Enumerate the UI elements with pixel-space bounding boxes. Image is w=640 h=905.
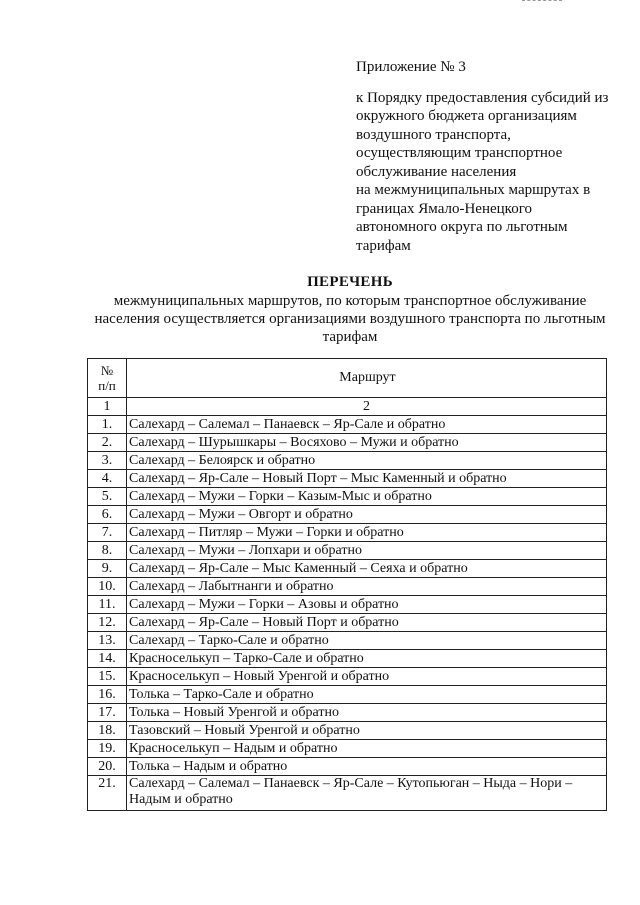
route-number: 10.	[88, 578, 127, 596]
table-row	[88, 452, 607, 470]
document-subtitle-line: тарифам	[322, 329, 378, 345]
route-name	[127, 452, 607, 470]
route-number: 20.	[88, 758, 127, 776]
column-header-number-line2: п/п	[98, 378, 116, 393]
route-text: Толька – Надым и обратно	[129, 759, 288, 774]
column-index-row	[88, 398, 607, 416]
route-number: 9.	[88, 560, 127, 578]
route-number: 16.	[88, 686, 127, 704]
route-text: Красноселькуп – Надым и обратно	[129, 741, 338, 756]
route-name	[127, 524, 607, 542]
route-number: 15.	[88, 668, 127, 686]
table-row	[88, 668, 607, 686]
table-row	[88, 686, 607, 704]
table-row	[88, 704, 607, 722]
table-row	[88, 722, 607, 740]
route-name	[127, 560, 607, 578]
column-header-number	[88, 359, 127, 398]
route-text: Салехард – Мужи – Овгорт и обратно	[129, 507, 353, 522]
appendix-line: границах Ямало-Ненецкого	[356, 200, 532, 217]
route-number: 2.	[88, 434, 127, 452]
column-header-route: Маршрут	[127, 359, 607, 398]
routes-table-body	[88, 398, 607, 811]
table-row	[88, 776, 607, 811]
route-name	[127, 668, 607, 686]
route-text: Красноселькуп – Тарко-Сале и обратно	[129, 651, 364, 666]
appendix-line: осуществляющим транспортное	[356, 145, 563, 161]
column-index-route: 2	[127, 398, 607, 416]
routes-table	[87, 358, 607, 811]
appendix-line: тарифам	[356, 237, 411, 254]
route-number: 11.	[88, 596, 127, 614]
route-name	[127, 434, 607, 452]
appendix-line: автономного округа по льготным	[356, 219, 568, 235]
table-row	[88, 632, 607, 650]
column-header-number-line1: №	[100, 363, 114, 378]
route-name	[127, 470, 607, 488]
route-text: Салехард – Яр-Сале – Мыс Каменный – Сеяха и обратно	[129, 561, 468, 576]
route-text: Салехард – Шурышкары – Восяхово – Мужи и обратно	[129, 435, 459, 450]
route-number: 19.	[88, 740, 127, 758]
route-text: Толька – Новый Уренгой и обратно	[129, 705, 339, 720]
route-number: 13.	[88, 632, 127, 650]
route-name	[127, 416, 607, 434]
route-text: Салехард – Тарко-Сале и обратно	[129, 633, 329, 648]
table-row	[88, 506, 607, 524]
appendix-line: воздушного транспорта,	[356, 126, 511, 143]
route-name	[127, 704, 607, 722]
table-row	[88, 542, 607, 560]
route-name	[127, 632, 607, 650]
table-row	[88, 614, 607, 632]
table-row	[88, 578, 607, 596]
route-text: Салехард – Яр-Сале – Новый Порт и обратно	[129, 615, 399, 630]
document-subtitle-line: межмуниципальных маршрутов, по которым транспортное обслуживание	[113, 293, 587, 309]
route-name	[127, 596, 607, 614]
route-text: Салехард – Питляр – Мужи – Горки и обратно	[129, 525, 404, 540]
table-header-row	[88, 359, 607, 398]
route-number: 4.	[88, 470, 127, 488]
table-row	[88, 596, 607, 614]
table-row	[88, 740, 607, 758]
route-number: 5.	[88, 488, 127, 506]
route-name	[127, 542, 607, 560]
table-row	[88, 434, 607, 452]
route-text: Салехард – Мужи – Горки – Казым-Мыс и обратно	[129, 489, 432, 504]
route-text: Салехард – Лабытнанги и обратно	[129, 579, 334, 594]
route-text: Тазовский – Новый Уренгой и обратно	[129, 723, 360, 738]
route-number: 7.	[88, 524, 127, 542]
table-row	[88, 470, 607, 488]
route-text: Красноселькуп – Новый Уренгой и обратно	[129, 669, 390, 684]
route-name	[127, 614, 607, 632]
route-number: 17.	[88, 704, 127, 722]
route-name	[127, 686, 607, 704]
document-title: ПЕРЕЧЕНЬ	[307, 274, 393, 290]
route-name	[127, 722, 607, 740]
route-text: Салехард – Мужи – Горки – Азовы и обратно	[129, 597, 399, 612]
appendix-line: обслуживание населения	[356, 163, 517, 180]
route-number: 18.	[88, 722, 127, 740]
table-row	[88, 758, 607, 776]
route-text: Салехард – Белоярск и обратно	[129, 453, 316, 468]
route-number: 6.	[88, 506, 127, 524]
document-heading	[80, 273, 620, 346]
document-subtitle-line: населения осуществляется организациями воздушного транспорта по льготным	[94, 311, 606, 327]
route-number: 1.	[88, 416, 127, 434]
route-number: 14.	[88, 650, 127, 668]
appendix-line: на межмуниципальных маршрутах в	[356, 182, 591, 198]
route-name	[127, 758, 607, 776]
route-number: 12.	[88, 614, 127, 632]
route-text: Салехард – Мужи – Лопхари и обратно	[129, 543, 362, 558]
route-text: Салехард – Салемал – Панаевск – Яр-Сале и обратно	[129, 417, 446, 432]
route-number: 3.	[88, 452, 127, 470]
route-number: 8.	[88, 542, 127, 560]
appendix-title: Приложение № 3	[356, 59, 466, 75]
table-row	[88, 524, 607, 542]
route-text: Толька – Тарко-Сале и обратно	[129, 687, 314, 702]
table-row	[88, 488, 607, 506]
table-row	[88, 650, 607, 668]
route-name	[127, 776, 607, 811]
route-text: Салехард – Яр-Сале – Новый Порт – Мыс Каменный и обратно	[129, 471, 507, 486]
route-name	[127, 740, 607, 758]
column-index-number: 1	[88, 398, 127, 416]
table-row	[88, 416, 607, 434]
route-text: Салехард – Салемал – Панаевск – Яр-Сале – Кутопьюган – Ныда – Нори – Надым и обратно	[129, 776, 573, 807]
route-number: 21.	[88, 776, 127, 811]
route-name	[127, 578, 607, 596]
route-name	[127, 488, 607, 506]
appendix-line: окружного бюджета организациям	[356, 108, 577, 124]
route-name	[127, 506, 607, 524]
route-name	[127, 650, 607, 668]
appendix-line: к Порядку предоставления субсидий из	[356, 89, 609, 106]
appendix-block	[356, 58, 626, 255]
table-row	[88, 560, 607, 578]
scan-edge-mark	[522, 0, 562, 4]
